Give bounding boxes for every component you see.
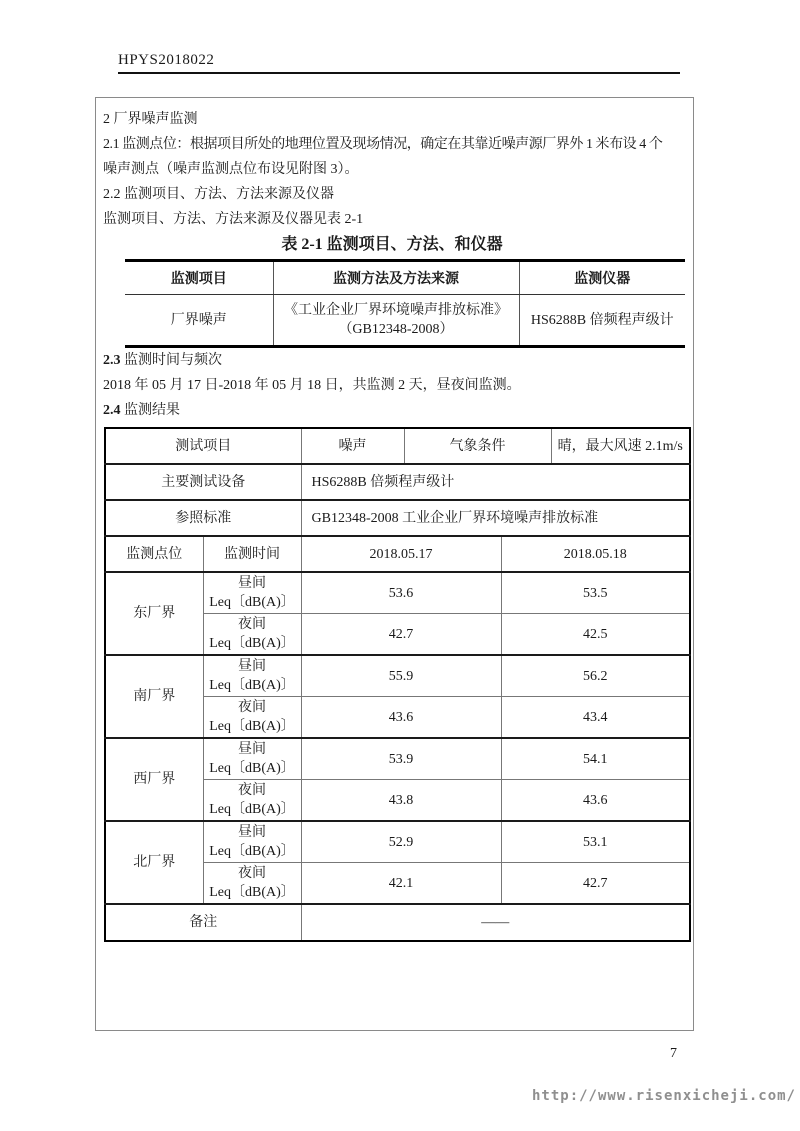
day-leq-label [203,821,301,863]
leq-unit-label: Leq〔dB(A)〕 [209,719,295,734]
north-day-row [105,821,690,863]
day-label: 昼间 [238,576,266,591]
section-title-2-4: 监测结果 [124,403,180,418]
north-day-value-1: 52.9 [301,821,501,863]
standard-label: 参照标准 [105,500,301,536]
east-night-value-1: 42.7 [301,614,501,656]
table-2-1-header-method: 监测方法及方法来源 [273,261,519,295]
table-2-1-item-cell: 厂界噪声 [170,312,227,328]
south-night-value-1: 43.6 [301,697,501,739]
leq-unit-label: Leq〔dB(A)〕 [209,678,295,693]
boundary-name-west: 西厂界 [105,738,203,821]
west-day-row [105,738,690,780]
section-heading-2: 2 厂界噪声监测 [103,112,198,127]
table-2-1-header-row [125,261,685,295]
noise-label: 噪声 [301,428,404,464]
day-label: 昼间 [238,825,266,840]
results-table [104,427,691,942]
para-2-1-line1: 2.1 监测点位：根据项目所处的地理位置及现场情况，确定在其靠近噪声源厂界外 1 米布设 4 个 [103,137,663,152]
east-night-value-2: 42.5 [501,614,690,656]
night-leq-label [203,614,301,656]
section-heading-2-4 [103,398,693,423]
document-code: HPYS2018022 [118,52,215,68]
south-day-value-1: 55.9 [301,655,501,697]
boundary-name-north: 北厂界 [105,821,203,904]
night-leq-label [203,697,301,739]
leq-unit-label: Leq〔dB(A)〕 [209,802,295,817]
south-day-row [105,655,690,697]
section-title-2-3: 监测时间与频次 [124,353,222,368]
leq-unit-label: Leq〔dB(A)〕 [209,595,295,610]
section-number-2-3: 2.3 [103,353,121,368]
west-day-value-2: 54.1 [501,738,690,780]
para-2-1-line2: 噪声测点（噪声监测点位布设见附图 3）。 [103,162,359,177]
table-2-1-title: 表 2-1 监测项目、方法、和仪器 [281,236,503,253]
header-divider [118,72,680,74]
date1-column-label: 2018.05.17 [301,536,501,572]
table-2-1-header-item: 监测项目 [125,261,273,295]
day-leq-label [203,572,301,614]
south-night-value-2: 43.4 [501,697,690,739]
para-2-3-body: 2018 年 05 月 17 日-2018 年 05 月 18 日，共监测 2 天，昼夜间监测。 [103,378,521,393]
para-2-2-note: 监测项目、方法、方法来源及仪器见表 2-1 [103,212,364,227]
watermark-url: http://www.risenxicheji.com/ [531,1088,796,1104]
day-label: 昼间 [238,659,266,674]
boundary-name-south: 南厂界 [105,655,203,738]
north-night-value-1: 42.1 [301,863,501,905]
night-leq-label [203,780,301,822]
leq-unit-label: Leq〔dB(A)〕 [209,844,295,859]
table-2-1-data-row [125,295,685,347]
north-night-value-2: 42.7 [501,863,690,905]
west-day-value-1: 53.9 [301,738,501,780]
east-day-row [105,572,690,614]
date2-column-label: 2018.05.18 [501,536,690,572]
east-day-value-1: 53.6 [301,572,501,614]
leq-unit-label: Leq〔dB(A)〕 [209,636,295,651]
section-number-2-4: 2.4 [103,403,121,418]
remark-label: 备注 [105,904,301,941]
time-column-label: 监测时间 [203,536,301,572]
west-night-value-2: 43.6 [501,780,690,822]
standard-row [105,500,690,536]
section-heading-2-3 [103,348,693,373]
table-2-1 [125,259,685,348]
section-heading-2-2: 2.2 监测项目、方法、方法来源及仪器 [103,187,334,202]
page-frame [95,97,694,1031]
page-number: 7 [670,1046,677,1061]
weather-label: 气象条件 [404,428,551,464]
west-night-value-1: 43.8 [301,780,501,822]
south-day-value-2: 56.2 [501,655,690,697]
columns-row [105,536,690,572]
night-label: 夜间 [238,866,266,881]
standard-value: GB12348-2008 工业企业厂界环境噪声排放标准 [301,500,690,536]
night-label: 夜间 [238,783,266,798]
method-standard-name: 《工业企业厂界环境噪声排放标准》 [284,303,508,318]
device-label: 主要测试设备 [105,464,301,500]
remark-value: —— [301,904,690,941]
boundary-name-east: 东厂界 [105,572,203,655]
table-2-1-instrument-cell: HS6288B 倍频程声级计 [519,295,685,347]
table-2-1-method-cell [273,295,519,347]
results-header-row [105,428,690,464]
leq-unit-label: Leq〔dB(A)〕 [209,885,295,900]
method-standard-code: （GB12348-2008） [338,322,454,337]
device-row [105,464,690,500]
day-leq-label [203,655,301,697]
east-day-value-2: 53.5 [501,572,690,614]
leq-unit-label: Leq〔dB(A)〕 [209,761,295,776]
device-value: HS6288B 倍频程声级计 [301,464,690,500]
night-leq-label [203,863,301,905]
table-2-1-header-instrument: 监测仪器 [519,261,685,295]
night-label: 夜间 [238,617,266,632]
remark-row [105,904,690,941]
test-item-label: 测试项目 [105,428,301,464]
point-column-label: 监测点位 [105,536,203,572]
weather-value: 晴，最大风速 2.1m/s [551,428,690,464]
day-label: 昼间 [238,742,266,757]
day-leq-label [203,738,301,780]
north-day-value-2: 53.1 [501,821,690,863]
night-label: 夜间 [238,700,266,715]
